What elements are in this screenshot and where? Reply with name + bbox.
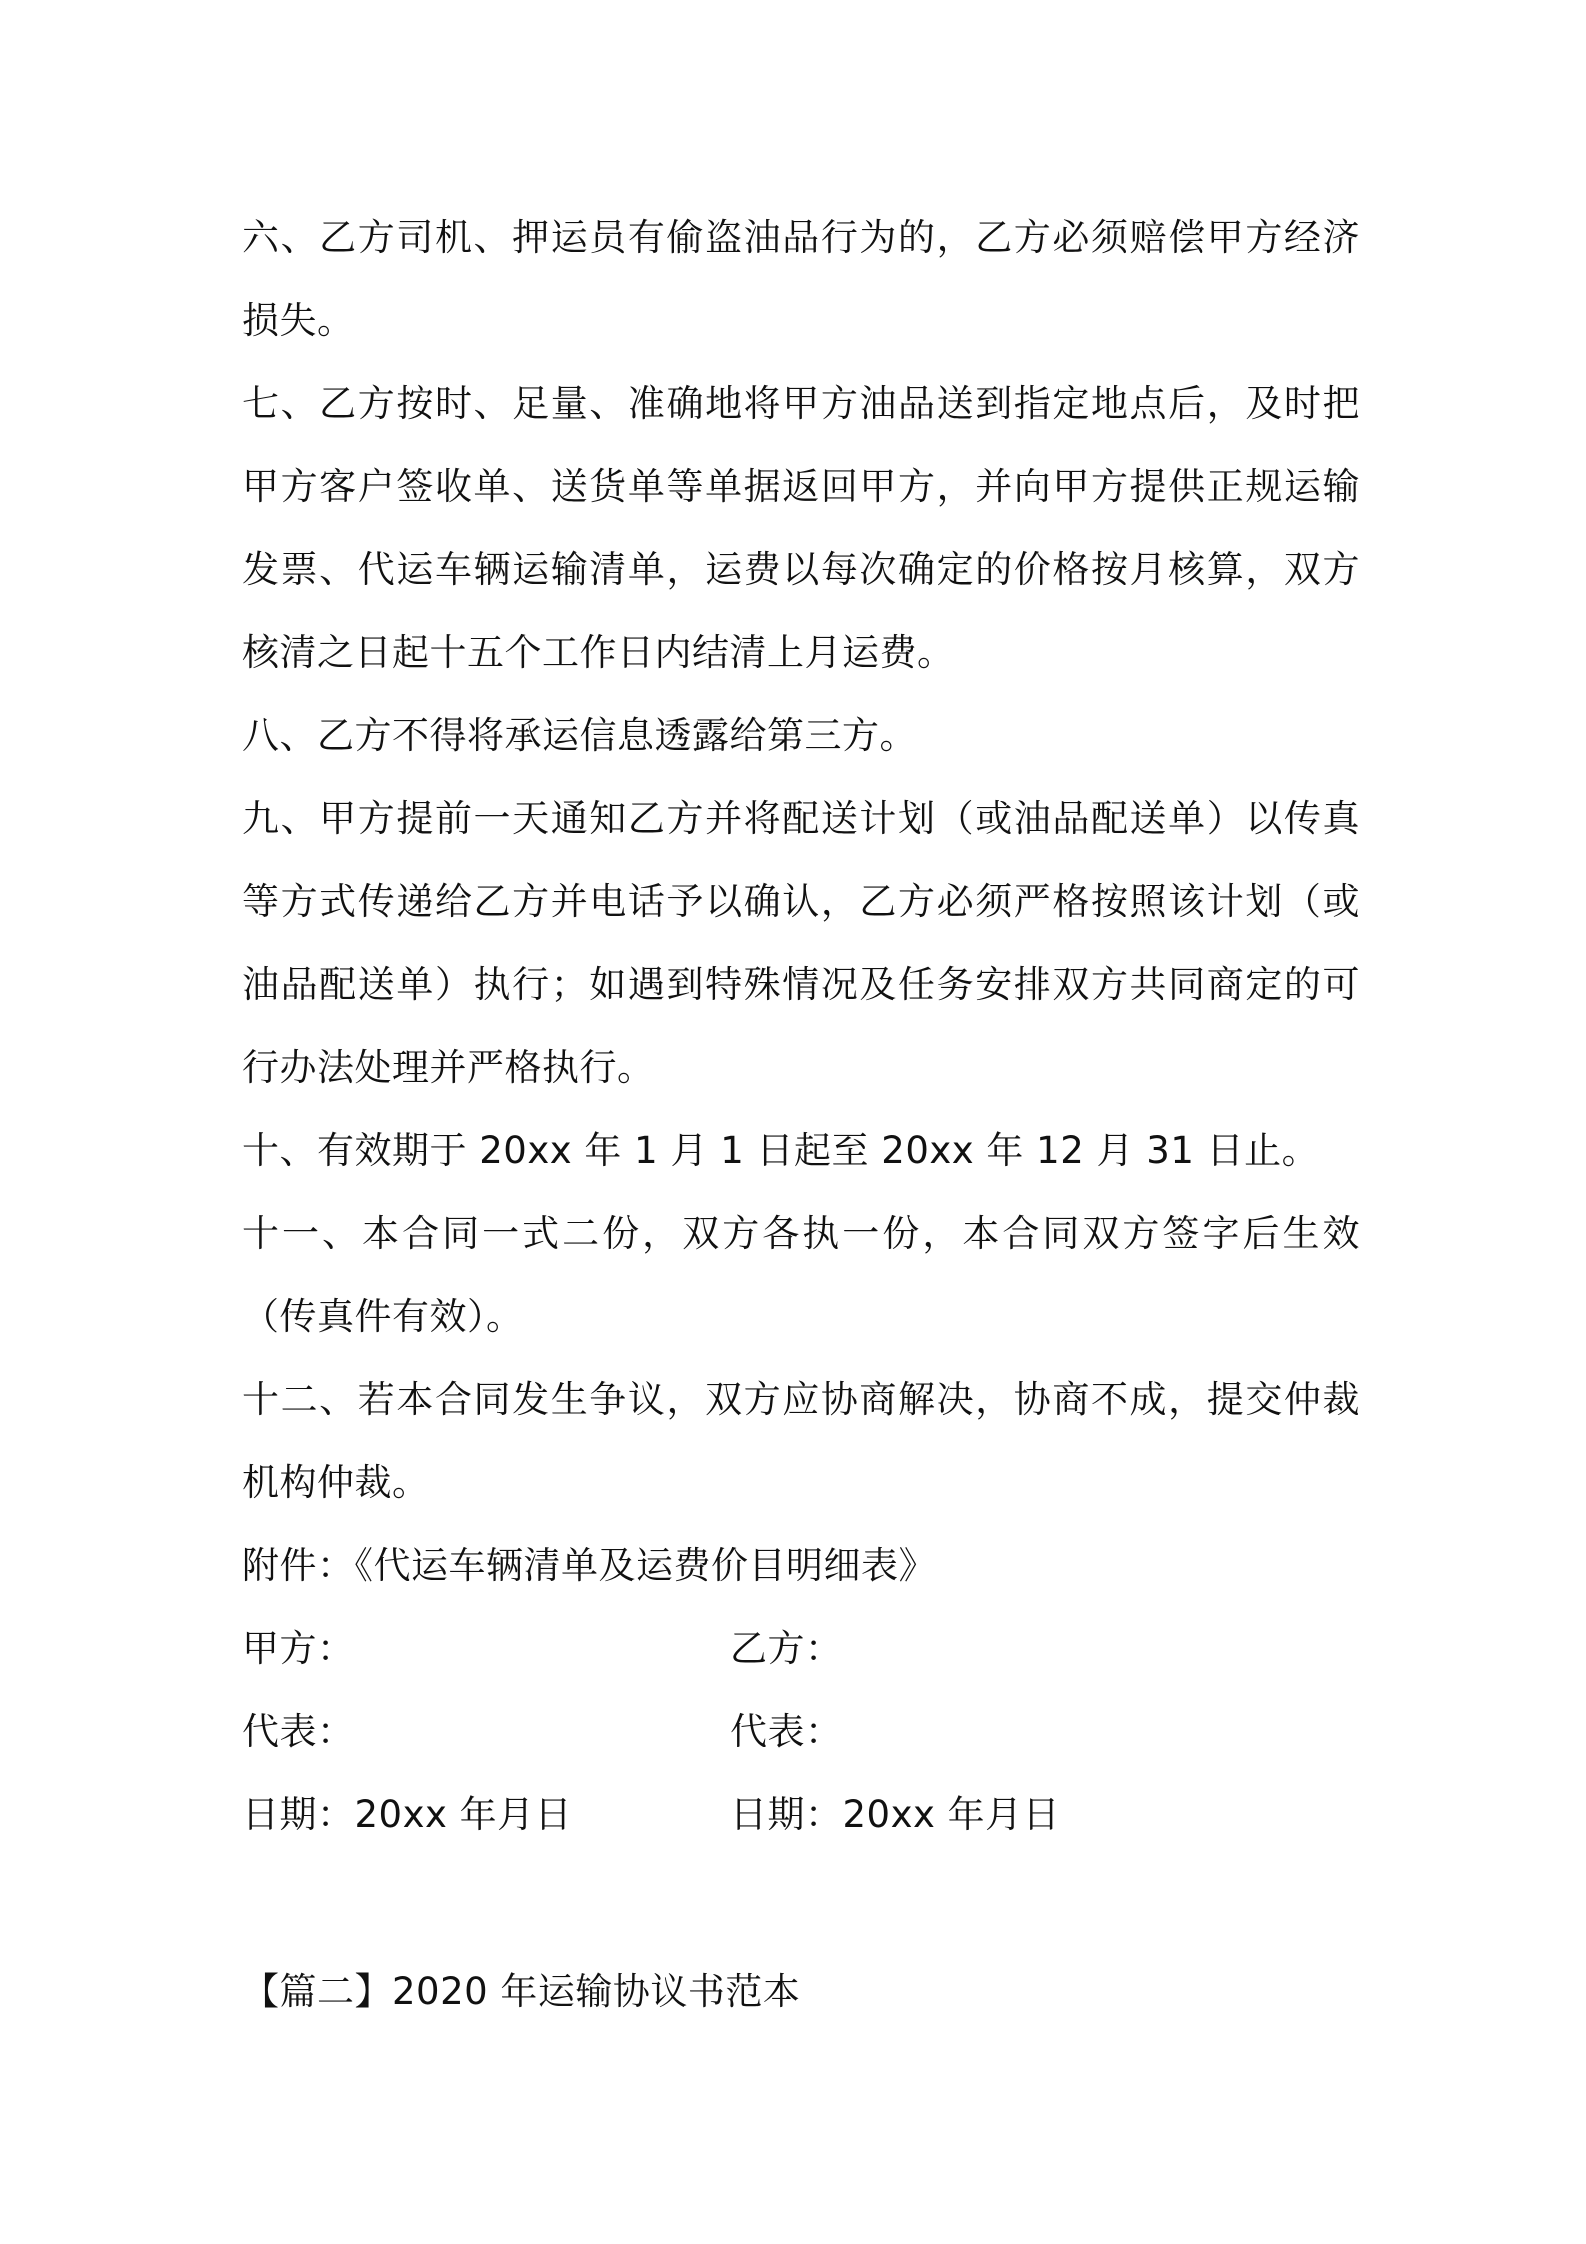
date-a-label: 日期：20xx 年月日 (242, 1793, 573, 1836)
rep-a-label: 代表： (242, 1710, 355, 1753)
signature-date-row (242, 1773, 1360, 1856)
attachment-line: 附件：《代运车辆清单及运费价目明细表》 (242, 1544, 936, 1587)
signature-party-row (242, 1607, 1360, 1690)
date-b-label: 日期：20xx 年月日 (730, 1793, 1061, 1836)
clause-ten: 十、有效期于 20xx 年 1 月 1 日起至 20xx 年 12 月 31 日止。 (242, 1129, 1320, 1172)
signature-rep-row (242, 1690, 1360, 1773)
clause-eight: 八、乙方不得将承运信息透露给第三方。 (242, 714, 917, 757)
party-b-label: 乙方： (730, 1627, 843, 1670)
section-title: 【篇二】2020 年运输协议书范本 (242, 1970, 801, 2013)
clause-twelve: 十二、若本合同发生争议，双方应协商解决，协商不成，提交仲裁机构仲裁。 (242, 1378, 1360, 1504)
clause-nine: 九、甲方提前一天通知乙方并将配送计划（或油品配送单）以传真等方式传递给乙方并电话予以确认，乙方必须严格按照该计划（或油品配送单）执行；如遇到特殊情况及任务安排双方共同商定的可行办法处理并严格执行。 (242, 797, 1360, 1089)
clause-six: 六、乙方司机、押运员有偷盗油品行为的，乙方必须赔偿甲方经济损失。 (242, 216, 1360, 342)
clause-seven: 七、乙方按时、足量、准确地将甲方油品送到指定地点后，及时把甲方客户签收单、送货单等单据返回甲方，并向甲方提供正规运输发票、代运车辆运输清单，运费以每次确定的价格按月核算，双方核清之日起十五个工作日内结清上月运费。 (242, 382, 1360, 674)
document-body (242, 196, 1360, 1856)
clause-eleven: 十一、本合同一式二份，双方各执一份，本合同双方签字后生效（传真件有效）。 (242, 1212, 1360, 1338)
rep-b-label: 代表： (730, 1710, 843, 1753)
party-a-label: 甲方： (242, 1627, 355, 1670)
